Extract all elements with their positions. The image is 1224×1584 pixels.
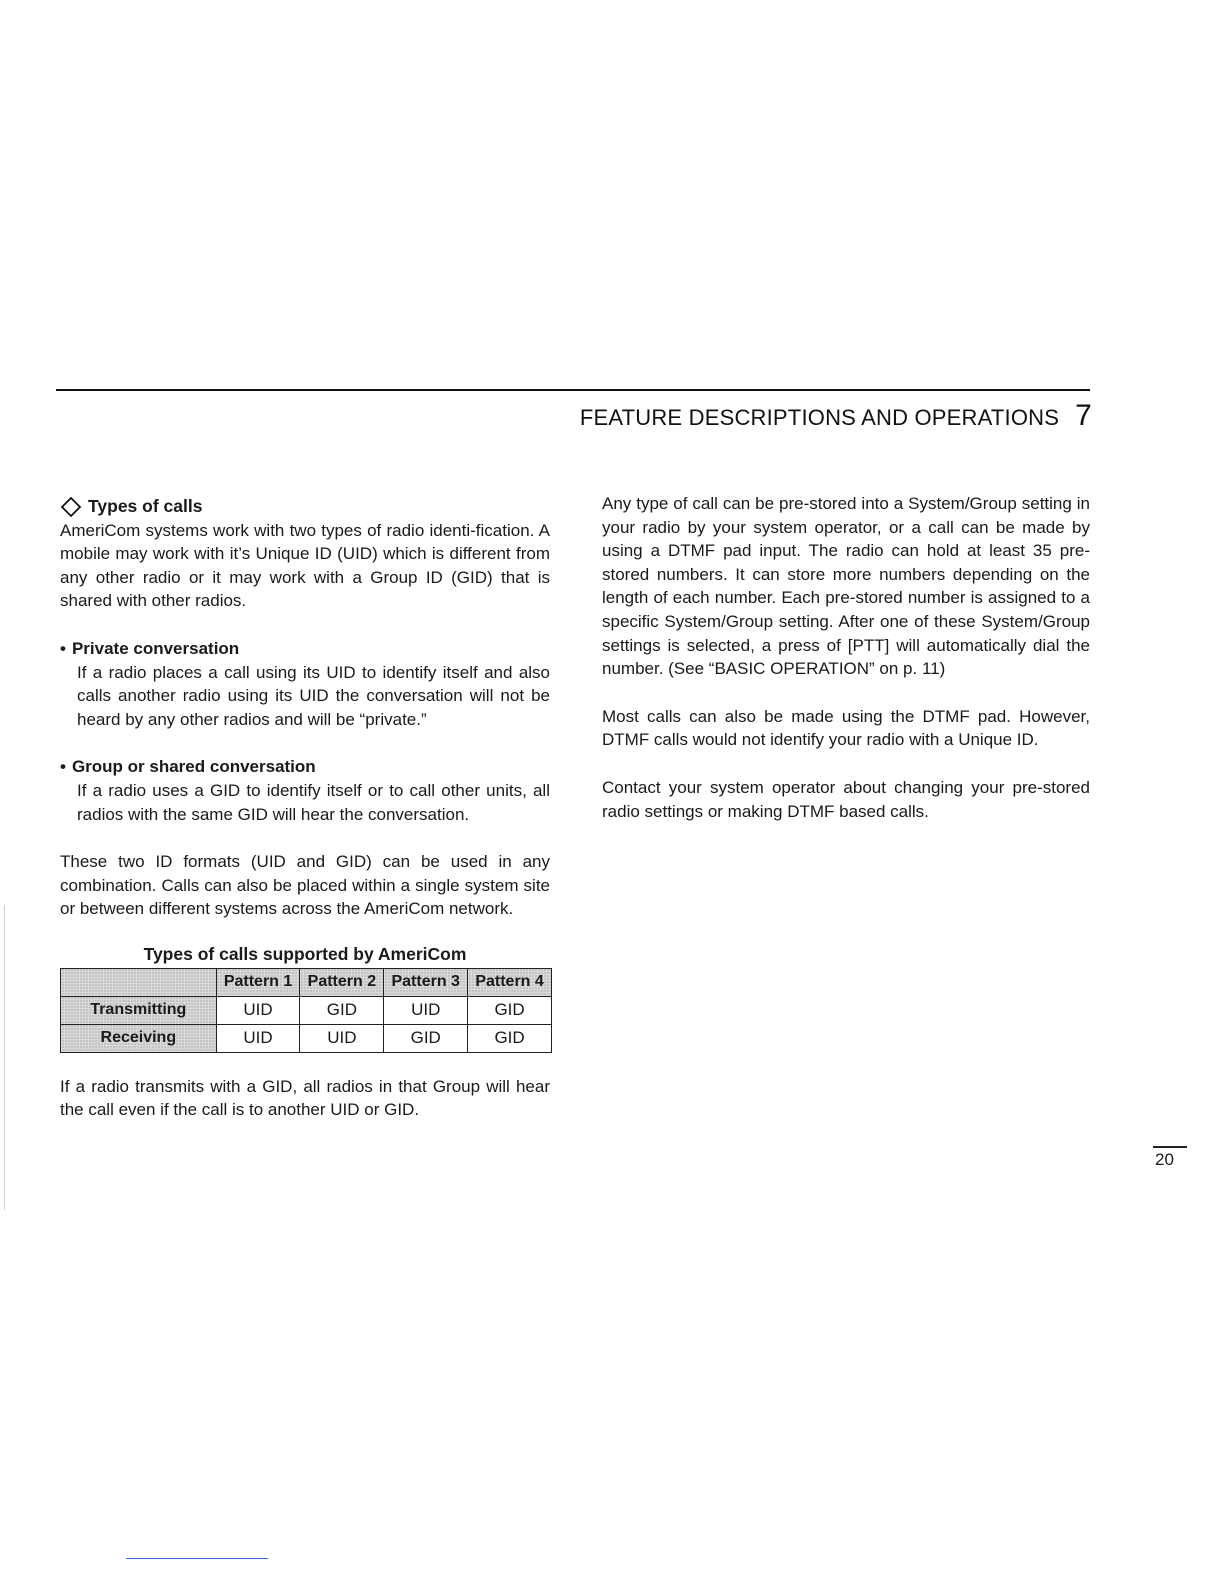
private-conversation-body: If a radio places a call using its UID to identify itself and also calls another radio using its UID the conversation will not be heard by any other radios and will be “private.” [77, 662, 550, 729]
table-header-cell [61, 968, 217, 996]
header-rule [56, 389, 1090, 391]
scan-margin-line [4, 905, 5, 1210]
formats-paragraph: These two ID formats (UID and GID) can be used in any combination. Calls can also be placed within a single system site or between different systems across the AmeriCom network. [60, 852, 550, 919]
page-number: 20 [1155, 1150, 1174, 1169]
section-title: Types of calls [60, 495, 550, 519]
table-header-cell: Pattern 4 [468, 968, 552, 996]
table-cell: GID [300, 996, 384, 1024]
table-cell: GID [468, 996, 552, 1024]
row-label: Receiving [61, 1024, 217, 1052]
bottom-rule [126, 1558, 268, 1559]
right-column [602, 492, 1090, 823]
table-cell: UID [216, 996, 300, 1024]
intro-paragraph: AmeriCom systems work with two types of radio identi-fication. A mobile may work with it’s Unique ID (UID) which is different from any other radio or it may work with a Group ID (GID) that is shared with other radios. [60, 520, 550, 611]
table-header-cell: Pattern 3 [384, 968, 468, 996]
running-header [580, 399, 1092, 433]
table-cell: UID [384, 996, 468, 1024]
prestored-paragraph: Any type of call can be pre-stored into a System/Group setting in your radio by your system operator, or a call can be made by using a DTMF pad input. The radio can hold at least 35 pre-stored numbers. It can store more numbers depending on the length of each number. Each pre-stored number is assigned to a specific System/Group setting. After one of these System/Group settings is selected, a press of [PTT] will automatically dial the number. (See “BASIC OPERATION” on p. 11) [602, 494, 1090, 679]
bullet-icon: • [60, 638, 66, 658]
table-caption: Types of calls supported by AmeriCom [143, 943, 467, 964]
group-conversation-title: • Group or shared conversation [60, 755, 550, 779]
table-cell: UID [300, 1024, 384, 1052]
header-title: FEATURE DESCRIPTIONS AND OPERATIONS [579, 405, 1060, 430]
table-row [61, 996, 552, 1024]
left-column [60, 495, 550, 1122]
page-number-rule [1153, 1146, 1187, 1148]
table-header-cell: Pattern 1 [216, 968, 300, 996]
table-header-cell: Pattern 2 [300, 968, 384, 996]
table-header-row [61, 968, 552, 996]
table-cell: GID [384, 1024, 468, 1052]
table-row [61, 1024, 552, 1052]
chapter-number: 7 [1075, 399, 1092, 432]
dtmf-paragraph: Most calls can also be made using the DTMF pad. However, DTMF calls would not identify your radio with a Unique ID. [602, 706, 1090, 750]
call-types-table [60, 968, 552, 1053]
diamond-icon [60, 496, 82, 518]
row-label: Transmitting [61, 996, 217, 1024]
bullet-icon: • [60, 757, 66, 777]
table-cell: GID [468, 1024, 552, 1052]
closing-paragraph: If a radio transmits with a GID, all radios in that Group will hear the call even if the call is to another UID or GID. [60, 1076, 550, 1120]
table-cell: UID [216, 1024, 300, 1052]
contact-paragraph: Contact your system operator about changing your pre-stored radio settings or making DTMF based calls. [602, 777, 1090, 821]
private-conversation-title: • Private conversation [60, 637, 550, 661]
group-conversation-body: If a radio uses a GID to identify itself or to call other units, all radios with the same GID will hear the conversation. [77, 780, 550, 824]
